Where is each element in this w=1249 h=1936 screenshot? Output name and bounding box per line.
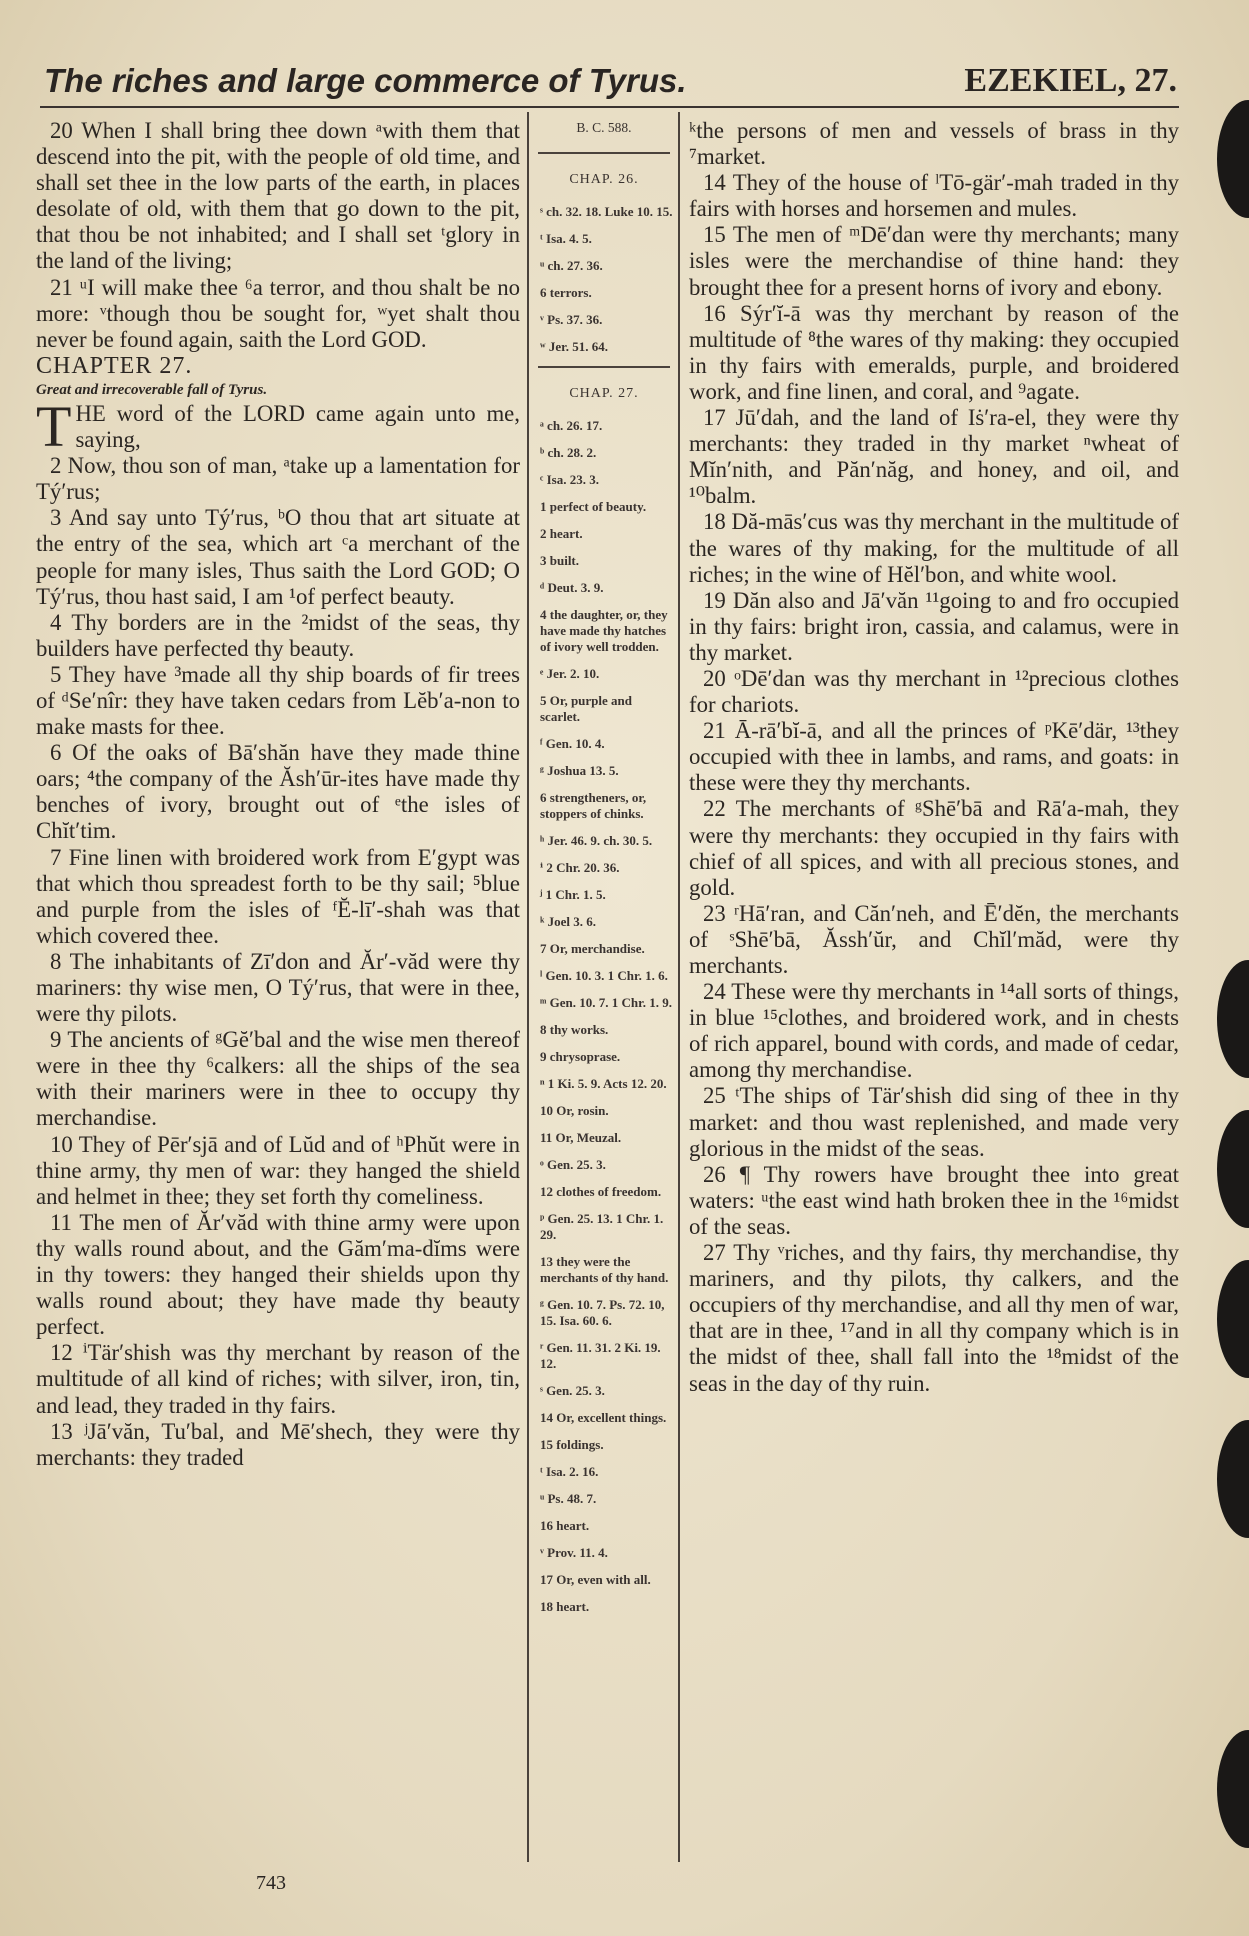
verse: 22 The merchants of ᵍShē′bā and Rā′a-mah, they were thy merchants: they occupied in thy fairs with chief of all spices, and with all precious stones, and gold. (689, 796, 1179, 900)
verse: 21 ᵘI will make thee ⁶a terror, and thou shalt be no more: ᵛthough thou be sought for, ʷyet shalt thou never be found again, saith the Lord GOD. (36, 274, 520, 352)
margin-ref: 7 Or, merchandise. (540, 941, 645, 956)
verse: 3 And say unto Tý′rus, ᵇO thou that art situate at the entry of the sea, which art ᶜa merchant of the people for many isles, Thus saith the Lord GOD; O Tý′rus, thou hast said, I am ¹of perfect beauty. (36, 505, 520, 609)
thumb-index-tab[interactable] (1217, 960, 1249, 1078)
margin-ref: ʳ Gen. 11. 31. 2 Ki. 19. 12. (540, 1340, 661, 1371)
margin-ref: 12 clothes of freedom. (540, 1184, 662, 1199)
margin-ref: ᵗ Isa. 2. 16. (540, 1464, 599, 1479)
thumb-index-tab[interactable] (1217, 100, 1249, 218)
margin-ref: 6 strengtheners, or, stoppers of chinks. (540, 790, 647, 821)
thumb-index-tab[interactable] (1217, 1420, 1249, 1538)
margin-ref: ᵘ Ps. 48. 7. (540, 1491, 597, 1506)
verse: 14 They of the house of ˡTō-gär′-mah traded in thy fairs with horses and horsemen and mules. (689, 170, 1179, 222)
thumb-index-tab[interactable] (1217, 1260, 1249, 1378)
verse: 4 Thy borders are in the ²midst of the seas, thy builders have perfected thy beauty. (36, 609, 520, 661)
margin-references (534, 120, 674, 1626)
margin-ref: ᵛ Ps. 37. 36. (540, 312, 603, 327)
column-divider-right (678, 112, 680, 1862)
margin-chapter: CHAP. 27. (569, 386, 639, 401)
margin-chapter: CHAP. 26. (569, 172, 639, 187)
verse: HE word of the LORD came again unto me, saying, (75, 400, 520, 453)
margin-ref: ᵗ Isa. 4. 5. (540, 231, 592, 246)
margin-ref: 13 they were the merchants of thy hand. (540, 1254, 669, 1285)
verse: 24 These were thy merchants in ¹⁴all sorts of things, in blue ¹⁵clothes, and broidered work, and in chests of rich apparel, bound with cords, and made of cedar, among thy merchandise. (689, 979, 1179, 1083)
verse: 20 When I shall bring thee down ᵃwith them that descend into the pit, with the people of old time, and shall set thee in the low parts of the earth, in places desolate of old, with them that go down to the pit, that thou be not inhabited; and I shall set ᵗglory in the land of the living; (36, 118, 520, 274)
verse: 6 Of the oaks of Bā′shăn have they made thine oars; ⁴the company of the Ăsh′ūr-ites have made thy benches of ivory, brought out of ᵉthe isles of Chĭt′tim. (36, 740, 520, 844)
page-number: 743 (256, 1872, 286, 1894)
margin-ref: ˢ Gen. 25. 3. (540, 1383, 605, 1398)
margin-ref: ᵃ ch. 26. 17. (540, 418, 603, 433)
margin-ref: ᵇ ch. 28. 2. (540, 445, 597, 460)
margin-ref: ᵘ ch. 27. 36. (540, 258, 603, 273)
verse: 18 Dă-mās′cus was thy merchant in the multitude of the wares of thy making, for the multitude of all riches; in the wine of Hĕl′bon, and white wool. (689, 509, 1180, 587)
right-column (689, 118, 1179, 1397)
margin-ref: ʰ Jer. 46. 9. ch. 30. 5. (540, 833, 653, 848)
margin-ref: 17 Or, even with all. (540, 1572, 651, 1587)
margin-rule (538, 366, 670, 368)
chapter-summary: Great and irrecoverable fall of Tyrus. (36, 381, 268, 398)
margin-ref: ᵍ Gen. 10. 7. Ps. 72. 10, 15. Isa. 60. 6. (540, 1297, 665, 1328)
verse: 9 The ancients of ᵍGĕ′bal and the wise men thereof were in thee thy ⁶calkers: all the ships of the sea with their mariners were in thee to occupy thy merchandise. (36, 1027, 520, 1131)
margin-ref: ᶠ Gen. 10. 4. (540, 736, 605, 751)
margin-ref: 3 built. (540, 553, 580, 568)
verse: 20 ᵒDē′dan was thy merchant in ¹²precious clothes for chariots. (689, 665, 1179, 718)
margin-ref: 15 foldings. (540, 1437, 604, 1452)
margin-ref: ᶜ Isa. 23. 3. (540, 472, 599, 487)
margin-ref: 5 Or, purple and scarlet. (540, 693, 632, 724)
margin-ref: ᵖ Gen. 25. 13. 1 Chr. 1. 29. (540, 1211, 664, 1242)
drop-cap: T (36, 393, 72, 459)
margin-ref: ⁱ 2 Chr. 20. 36. (540, 860, 620, 875)
margin-rule (538, 152, 670, 154)
verse: 26 ¶ Thy rowers have brought thee into great waters: ᵘthe east wind hath broken thee in the ¹⁶midst of the seas. (689, 1161, 1179, 1239)
verse: 11 The men of Ăr′văd with thine army were upon thy walls round about, and the Găm′ma-dĭms were in thy towers: they hanged their shields upon thy walls round about; they have made thy beauty perfect. (36, 1209, 520, 1340)
margin-ref: 1 perfect of beauty. (540, 499, 647, 514)
margin-ref: ᵈ Deut. 3. 9. (540, 580, 604, 595)
verse: ᵏthe persons of men and vessels of brass in thy ⁷market. (689, 118, 1179, 170)
page-header-title: The riches and large commerce of Tyrus. (44, 62, 687, 99)
margin-ref: 16 heart. (540, 1518, 590, 1533)
margin-ref: ᵛ Prov. 11. 4. (540, 1545, 608, 1560)
verse: 15 The men of ᵐDē′dan were thy merchants; many isles were the merchandise of thine hand: they brought thee for a present horns of ivory and ebony. (689, 222, 1179, 300)
verse: 19 Dăn also and Jā′văn ¹¹going to and fro occupied in thy fairs: bright iron, cassia, and calamus, were in thy market. (689, 587, 1179, 665)
margin-ref: ˢ ch. 32. 18. Luke 10. 15. (540, 204, 673, 219)
margin-ref: ᵍ Joshua 13. 5. (540, 763, 619, 778)
verse: 10 They of Pēr′sjā and of Lŭd and of ʰPhŭt were in thine army, thy men of war: they hanged the shield and helmet in thee; they set forth thy comeliness. (36, 1131, 520, 1209)
margin-ref: ᵒ Gen. 25. 3. (540, 1157, 606, 1172)
margin-ref: 10 Or, rosin. (540, 1103, 609, 1118)
verse: 12 ⁱTär′shish was thy merchant by reason of the multitude of all kind of riches; with silver, iron, tin, and lead, they traded in thy fairs. (36, 1340, 520, 1418)
verse: 5 They have ³made all thy ship boards of fir trees of ᵈSe′nîr: they have taken cedars from Lĕb′a-non to make masts for thee. (36, 661, 520, 740)
thumb-index-tab[interactable] (1217, 1730, 1249, 1848)
verse: 25 ᵗThe ships of Tär′shish did sing of thee in thy market: and thou wast replenished, and made very glorious in the midst of the seas. (689, 1083, 1179, 1161)
verse: 7 Fine linen with broidered work from E′gypt was that which thou spreadest forth to be thy sail; ⁵blue and purple from the isles of ᶠĔ-lī′-shah was that which covered thee. (36, 844, 520, 948)
margin-ref-list (534, 418, 674, 1615)
margin-ref: 4 the daughter, or, they have made thy hatches of ivory well trodden. (540, 607, 668, 654)
left-column (36, 118, 520, 1471)
margin-ref: 9 chrysoprase. (540, 1049, 621, 1064)
verse: 27 Thy ᵛriches, and thy fairs, thy merchandise, thy mariners, and thy pilots, thy calkers, and the occupiers of thy merchandise, and all thy men of war, that are in thee, ¹⁷and in all thy company which is in the midst of thee, shall fall into the ¹⁸midst of the seas in the day of thy ruin. (689, 1240, 1179, 1396)
page-header-book: EZEKIEL, 27. (964, 62, 1177, 99)
header-rule (40, 106, 1179, 108)
margin-ref: ˡ Gen. 10. 3. 1 Chr. 1. 6. (540, 968, 668, 983)
chapter-heading: CHAPTER 27. (36, 352, 193, 379)
margin-date: B. C. 588. (576, 120, 632, 135)
margin-ref: ᵐ Gen. 10. 7. 1 Chr. 1. 9. (540, 995, 672, 1010)
margin-ref: 14 Or, excellent things. (540, 1410, 667, 1425)
verse: 23 ʳHā′ran, and Căn′neh, and Ē′dĕn, the merchants of ˢShē′bā, Ăssh′ŭr, and Chĭl′măd, were thy merchants. (689, 900, 1179, 978)
margin-ref: 8 thy works. (540, 1022, 609, 1037)
margin-ref: ᵏ Joel 3. 6. (540, 914, 597, 929)
verse: 2 Now, thou son of man, ᵃtake up a lamentation for Tý′rus; (36, 453, 520, 505)
margin-ref: ʲ 1 Chr. 1. 5. (540, 887, 606, 902)
verse: 17 Jū′dah, and the land of Iṡ′ra-el, they were thy merchants: they traded in thy market ⁿwheat of Mĭn′nith, and Păn′năg, and honey, and oil, and ¹⁰balm. (689, 405, 1179, 509)
column-divider-left (527, 112, 529, 1862)
verse: 13 ʲJā′văn, Tu′bal, and Mē′shech, they were thy merchants: they traded (36, 1418, 520, 1470)
margin-ref: 2 heart. (540, 526, 583, 541)
margin-ref: ⁿ 1 Ki. 5. 9. Acts 12. 20. (540, 1076, 667, 1091)
margin-ref: 6 terrors. (540, 285, 592, 300)
margin-ref: 18 heart. (540, 1599, 590, 1614)
verse: 8 The inhabitants of Zī′don and Ăr′-văd were thy mariners: thy wise men, O Tý′rus, that were in thee, were thy pilots. (36, 948, 520, 1027)
verse: 21 Ā-rā′bĭ-ā, and all the princes of ᵖKē′där, ¹³they occupied with thee in lambs, and rams, and goats: in these were they thy merchants. (689, 718, 1179, 796)
verse: 16 Sýr′ĭ-ā was thy merchant by reason of the multitude of ⁸the wares of thy making: they occupied in thy fairs with emeralds, purple, and broidered work, and fine linen, and coral, and ⁹agate. (689, 300, 1179, 404)
margin-ref: 11 Or, Meuzal. (540, 1130, 622, 1145)
margin-ref: ʷ Jer. 51. 64. (540, 339, 608, 354)
thumb-index-tab[interactable] (1217, 1110, 1249, 1228)
margin-ref: ᵉ Jer. 2. 10. (540, 666, 600, 681)
